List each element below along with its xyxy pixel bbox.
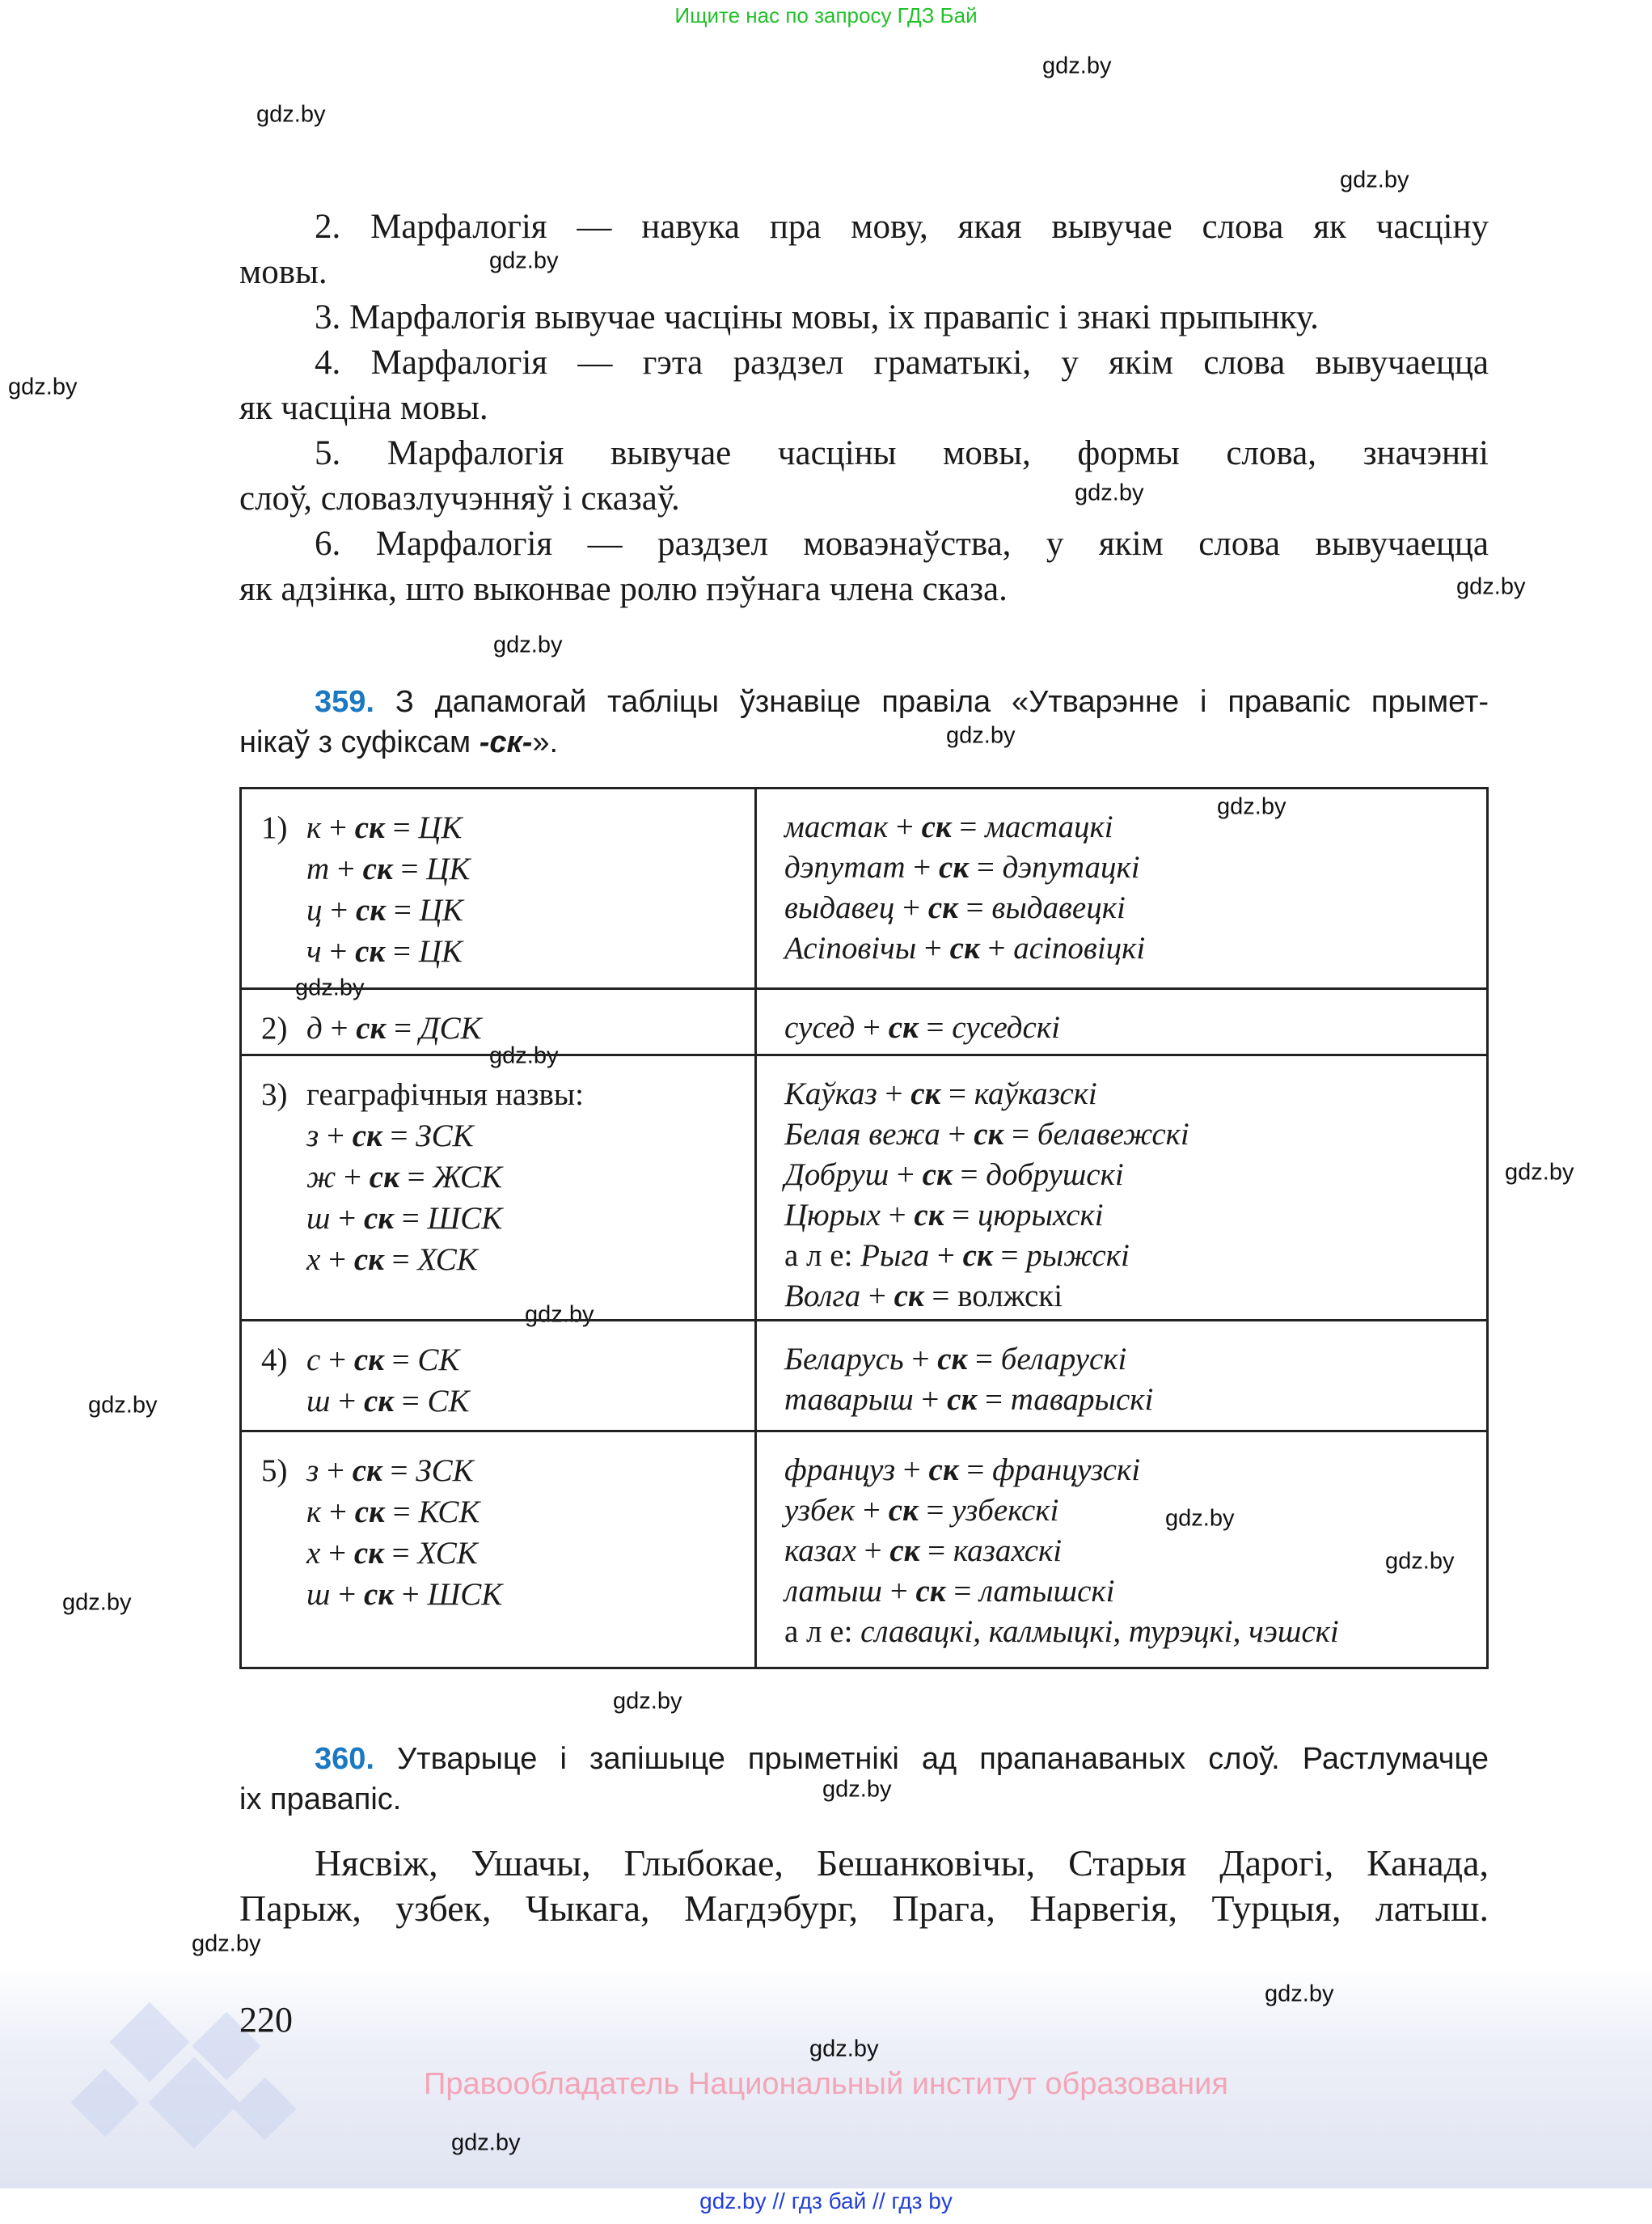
suffix-text: ск (363, 1201, 395, 1236)
cell-text: Цюрых (784, 1198, 881, 1233)
cell-text: = (992, 1238, 1027, 1273)
cell-text: асіповіцкі (1013, 931, 1146, 966)
cell-text: + (889, 1157, 923, 1192)
cell-text: каўказскі (974, 1076, 1097, 1111)
cell-text: т (306, 852, 330, 886)
watermark-text: gdz.by (451, 2129, 521, 2156)
cell-text: = (392, 852, 427, 886)
cell-text: ц (306, 893, 323, 928)
watermark-text: gdz.by (1042, 53, 1112, 79)
cell-text: Добруш (784, 1157, 889, 1192)
cell-text: сусед (784, 1010, 856, 1045)
cell-text: + (322, 893, 356, 928)
rule-line (261, 848, 754, 890)
cell-text: = (383, 1342, 418, 1377)
exercise-359 (239, 682, 1489, 763)
cell-text: + (321, 1495, 355, 1529)
cell-text: + (336, 1160, 370, 1194)
rule-cell (241, 1055, 756, 1321)
cell-text: ЖСК (433, 1160, 502, 1194)
cell-text: + (319, 1118, 353, 1153)
watermark-text: gdz.by (1165, 1505, 1235, 1532)
cell-text: + (394, 1577, 428, 1612)
cell-text: х (306, 1242, 321, 1277)
exercise-359-line-2 (239, 722, 1489, 763)
paragraph-line: 3. Марфалогія вывучае часціны мовы, іх правапіс і знакі прыпынку. (315, 298, 1319, 336)
cell-text: + (856, 1533, 890, 1568)
footer-links[interactable]: gdz.by // гдз бай // гдз by (699, 2188, 953, 2213)
cell-text: + (888, 810, 922, 844)
suffix-text: ск (962, 1238, 993, 1273)
example-line (784, 1531, 1486, 1571)
suffix-text: ск (354, 1495, 385, 1529)
cell-text: + (877, 1076, 911, 1111)
copyright-notice: Правообладатель Национальный институт образования (424, 2067, 1228, 2101)
word-list-line: Парыж, узбек, Чыкага, Магдэбург, Прага, Нарвегія, Турцыя, латыш. (239, 1888, 1489, 1929)
rule-cell (241, 1321, 756, 1431)
example-line (784, 1195, 1486, 1236)
cell-text: Волга (784, 1279, 861, 1313)
cell-text: ш (306, 1201, 331, 1236)
cell-text: + (330, 1384, 364, 1419)
cell-text: цюрыхскі (977, 1198, 1104, 1233)
exercise-text: З дапамогай табліцы ўзнавіце правіла «Утварэнне і правапіс прымет- (395, 685, 1489, 719)
example-line (784, 1450, 1486, 1490)
cell-text: ЦК (419, 893, 463, 928)
suffix-text: ск (363, 1577, 395, 1612)
cell-text: с (306, 1342, 321, 1377)
cell-text: КСК (418, 1495, 480, 1529)
suffix-text: ск (949, 931, 980, 966)
word-list-line: Нясвіж, Ушачы, Глыбокае, Бешанковічы, Старыя Дарогі, Канада, (315, 1842, 1489, 1884)
paragraph-line: 4. Марфалогія — гэта раздзел граматыкі, у якім слова вывучаецца (315, 344, 1489, 382)
suffix-text: ск (927, 890, 958, 925)
exercise-360-line-1 (239, 1739, 1489, 1779)
cell-text: + (855, 1010, 889, 1045)
cell-text: а л е: (784, 1238, 861, 1273)
watermark-text: gdz.by (1075, 480, 1144, 506)
suffix-text: ск (937, 1342, 968, 1376)
cell-text: французскі (992, 1452, 1141, 1487)
cell-text: + (882, 1574, 916, 1609)
cell-text: ДСК (419, 1011, 482, 1046)
cell-text: узбек (784, 1493, 856, 1528)
rule-cell (241, 789, 756, 989)
cell-text: = (383, 1242, 418, 1277)
cell-text: к (306, 810, 322, 845)
rule-line (261, 1491, 754, 1533)
cell-text: к (306, 1495, 322, 1529)
cell-text: + (319, 1453, 353, 1488)
cell-text: Рыга (860, 1238, 930, 1273)
cell-text: = (399, 1160, 433, 1194)
cell-text: = (945, 1574, 980, 1609)
cell-text: рыжскі (1026, 1238, 1130, 1273)
cell-text: ш (306, 1577, 331, 1612)
cell-text: суседскі (952, 1010, 1060, 1045)
suffix-text: ск (356, 1011, 387, 1046)
cell-text: волжскі (957, 1279, 1063, 1313)
cell-text: = (958, 1452, 993, 1487)
cell-text: = (969, 850, 1003, 885)
suffix-text: ск (914, 1198, 944, 1233)
rule-line (261, 890, 754, 931)
example-line (784, 1008, 1486, 1048)
cell-text: латыш (784, 1574, 882, 1609)
cell-text: = (951, 810, 986, 844)
watermark-text: gdz.by (613, 1688, 682, 1715)
suffix-text: ск (922, 1157, 953, 1192)
watermark-text: gdz.by (1340, 167, 1409, 193)
suffix-text: ск (354, 810, 385, 845)
page-number: 220 (239, 2000, 293, 2040)
watermark-text: gdz.by (8, 374, 78, 400)
cell-text: + (322, 1011, 357, 1046)
exercise-text: ». (532, 725, 559, 759)
cell-text: + (895, 1452, 929, 1487)
cell-text: = (923, 1279, 958, 1313)
cell-text: ШСК (427, 1577, 503, 1612)
cell-text: + (855, 1493, 889, 1528)
cell-text: = (967, 1342, 1001, 1376)
paragraph-line: як адзінка, што выконвае ролю пэўнага члена сказа. (239, 570, 1008, 608)
rule-number: 3) (261, 1077, 288, 1112)
cell-text: = (384, 810, 419, 845)
suffix-text: ск (888, 1493, 919, 1528)
table-row (241, 989, 1488, 1055)
cell-text: + (903, 1342, 938, 1376)
suffix-text: ск (369, 1160, 399, 1194)
cell-text: + (320, 1536, 354, 1571)
cell-text: = (394, 1384, 428, 1419)
cell-text: + (979, 931, 1014, 966)
rule-number: 5) (261, 1453, 288, 1488)
cell-text: + (329, 852, 363, 886)
suffix-text: ск (352, 1453, 382, 1488)
cell-text: + (320, 1342, 354, 1377)
cell-text: добрушскі (986, 1157, 1124, 1192)
rule-number: 1) (261, 810, 288, 845)
watermark-text: gdz.by (1265, 1981, 1334, 2007)
cell-text: а л е: (784, 1614, 861, 1649)
example-line (784, 1612, 1486, 1652)
cell-text: = (385, 934, 419, 969)
suffix-text: ск (911, 1076, 941, 1111)
cell-text: ЗСК (416, 1118, 474, 1153)
exercise-number: 359. (315, 685, 374, 719)
suffix-text: ск (921, 810, 952, 844)
cell-text: дэпутат (784, 850, 906, 885)
watermark-text: gdz.by (946, 722, 1016, 749)
paragraph-line: як часціна мовы. (239, 389, 488, 427)
rule-line (261, 1156, 754, 1198)
suffix-text: ск (974, 1117, 1004, 1152)
example-line (784, 1114, 1486, 1155)
suffix-text: ск (894, 1279, 924, 1313)
cell-text: = (977, 1382, 1011, 1417)
cell-text: + (940, 1117, 974, 1152)
cell-text: + (929, 1238, 963, 1273)
cell-text: ШСК (427, 1201, 503, 1236)
paragraph-line: мовы. (239, 253, 327, 291)
watermark-text: gdz.by (822, 1776, 892, 1803)
word-list (239, 1841, 1489, 1931)
example-cell (756, 1321, 1488, 1431)
watermark-text: gdz.by (489, 1042, 559, 1069)
rule-line (261, 1533, 754, 1574)
cell-text: выдавец (784, 890, 895, 925)
table-row (241, 1321, 1488, 1431)
intro-paragraphs (239, 205, 1489, 612)
cell-text: = (386, 1011, 420, 1046)
rule-cell (241, 989, 756, 1055)
example-line (784, 1074, 1486, 1114)
rule-line (261, 1198, 754, 1239)
watermark-text: gdz.by (489, 247, 559, 274)
watermark-text: gdz.by (493, 632, 563, 658)
suffix-text: ск (939, 850, 970, 885)
cell-text: ЦК (426, 852, 471, 886)
suffix-text: ск (915, 1574, 946, 1609)
cell-text: + (330, 1201, 364, 1236)
example-line (784, 1380, 1486, 1420)
example-cell (756, 989, 1488, 1055)
cell-text: мастацкі (985, 810, 1113, 844)
cell-text: + (894, 890, 928, 925)
cell-text: выдавецкі (991, 890, 1126, 925)
cell-text: + (330, 1577, 364, 1612)
rules-table (239, 787, 1489, 1669)
cell-text: ХСК (417, 1242, 478, 1277)
cell-text: = (394, 1201, 428, 1236)
cell-text: ЗСК (416, 1453, 474, 1488)
cell-text: Каўказ (784, 1076, 877, 1111)
cell-text: = (918, 1010, 953, 1045)
table-row (241, 1431, 1488, 1668)
cell-text: + (916, 931, 950, 966)
cell-text: ЦК (418, 810, 463, 845)
cell-text: + (860, 1279, 894, 1313)
rule-number: 2) (261, 1011, 288, 1046)
example-line (784, 888, 1486, 928)
cell-text: СК (427, 1384, 470, 1419)
cell-text: з (306, 1118, 319, 1153)
suffix-text: ск (363, 1384, 395, 1419)
cell-text: казахскі (953, 1533, 1063, 1568)
cell-text: геаграфічныя назвы: (306, 1077, 584, 1112)
table-row (241, 789, 1488, 989)
cell-text: + (321, 934, 356, 969)
rule-line (261, 1339, 754, 1380)
suffix-text: ск (889, 1533, 920, 1568)
cell-text: + (905, 850, 940, 885)
suffix-text: ск (356, 893, 387, 928)
cell-text: д (306, 1011, 323, 1046)
suffix: -ск- (479, 725, 533, 759)
cell-text: + (913, 1382, 948, 1417)
cell-text: = (384, 1495, 419, 1529)
suffix-text: ск (353, 1536, 384, 1571)
watermark-text: gdz.by (192, 1930, 261, 1957)
cell-text: = (957, 890, 992, 925)
table-row (241, 1055, 1488, 1321)
example-line (784, 928, 1486, 969)
suffix-text: ск (888, 1010, 919, 1045)
cell-text: Беларусь (784, 1342, 904, 1376)
paragraph-line: 6. Марфалогія — раздзел моваэнаўства, у якім слова вывучаецца (315, 525, 1489, 563)
exercise-360-line-2: іх правапіс. (239, 1782, 402, 1816)
example-cell (756, 1055, 1488, 1321)
example-line (784, 1236, 1486, 1276)
example-line (784, 807, 1486, 848)
cell-text: француз (784, 1452, 896, 1487)
watermark-text: gdz.by (88, 1392, 158, 1419)
rule-line (261, 807, 754, 848)
watermark-text: gdz.by (295, 975, 365, 1001)
cell-text: = (1003, 1117, 1037, 1152)
cell-text: беларускі (1000, 1342, 1127, 1376)
cell-text: = (918, 1493, 953, 1528)
suffix-text: ск (352, 1118, 382, 1153)
paragraph-line: 5. Марфалогія вывучае часціны мовы, формы слова, значэнні (315, 434, 1489, 472)
cell-text: латышскі (979, 1574, 1115, 1609)
cell-text: = (386, 893, 420, 928)
suffix-text: ск (928, 1452, 959, 1487)
cell-text: + (320, 1242, 354, 1277)
cell-text: Асіповічы (784, 931, 917, 966)
example-line (784, 1339, 1486, 1380)
rule-line (261, 1074, 754, 1115)
watermark-text: gdz.by (256, 101, 326, 128)
rule-cell (241, 1431, 756, 1668)
watermark-text: gdz.by (1385, 1548, 1455, 1575)
paragraph-line: 2. Марфалогія — навука пра мову, якая вывучае слова як часціну (315, 208, 1489, 246)
cell-text: ч (306, 934, 322, 969)
cell-text: = (382, 1118, 416, 1153)
cell-text: = (944, 1198, 978, 1233)
suffix-text: ск (947, 1382, 978, 1417)
watermark-text: gdz.by (1217, 793, 1287, 820)
cell-text: казах (784, 1533, 856, 1568)
rule-line (261, 1380, 754, 1422)
exercise-number: 360. (315, 1742, 374, 1776)
rule-line (261, 1115, 754, 1156)
exercise-360 (239, 1739, 1489, 1820)
exercise-text: нікаў з суфіксам (239, 725, 480, 759)
cell-text: х (306, 1536, 321, 1571)
cell-text: Белая вежа (784, 1117, 940, 1152)
cell-text: з (306, 1453, 319, 1488)
rule-number: 4) (261, 1342, 288, 1377)
watermark-text: gdz.by (809, 2036, 879, 2062)
example-line (784, 1276, 1486, 1317)
example-line (784, 1490, 1486, 1531)
cell-text: ш (306, 1384, 331, 1419)
rule-line (261, 1239, 754, 1280)
cell-text: ЦК (418, 934, 463, 969)
cell-text: ж (306, 1160, 336, 1194)
suffix-text: ск (353, 1342, 384, 1377)
exercise-text: Утварыце і запішыце прыметнікі ад прапанаваных слоў. Растлумачце (397, 1742, 1489, 1776)
example-line (784, 1155, 1486, 1195)
cell-text: ХСК (417, 1536, 478, 1571)
rule-line (261, 931, 754, 972)
example-cell (756, 789, 1488, 989)
suffix-text: ск (355, 934, 386, 969)
search-hint: Ищите нас по запросу ГДЗ Бай (674, 3, 978, 27)
rule-line (261, 1574, 754, 1615)
cell-text: = (919, 1533, 953, 1568)
example-line (784, 848, 1486, 888)
rule-line (261, 1008, 754, 1049)
suffix-text: ск (353, 1242, 384, 1277)
cell-text: = (382, 1453, 416, 1488)
cell-text: + (880, 1198, 915, 1233)
example-cell (756, 1431, 1488, 1668)
cell-text: славацкі, калмыцкі, турэцкі, чэшскі (860, 1614, 1339, 1649)
paragraph-line: слоў, словазлучэнняў і сказаў. (239, 480, 680, 518)
cell-text: = (940, 1076, 974, 1111)
cell-text: СК (417, 1342, 460, 1377)
rule-line (261, 1450, 754, 1491)
example-line (784, 1571, 1486, 1612)
cell-text: = (383, 1536, 418, 1571)
cell-text: = (952, 1157, 987, 1192)
watermark-text: gdz.by (1456, 573, 1526, 600)
watermark-text: gdz.by (525, 1301, 594, 1328)
watermark-text: gdz.by (1505, 1159, 1574, 1186)
cell-text: узбекскі (952, 1493, 1059, 1528)
cell-text: дэпутацкі (1002, 850, 1140, 885)
exercise-359-line-1 (239, 682, 1489, 722)
watermark-text: gdz.by (62, 1589, 132, 1616)
cell-text: таварыскі (1010, 1382, 1154, 1417)
cell-text: таварыш (784, 1382, 914, 1417)
suffix-text: ск (362, 852, 393, 886)
cell-text: мастак (784, 810, 889, 844)
cell-text: белавежскі (1037, 1117, 1189, 1152)
cell-text: + (321, 810, 355, 845)
